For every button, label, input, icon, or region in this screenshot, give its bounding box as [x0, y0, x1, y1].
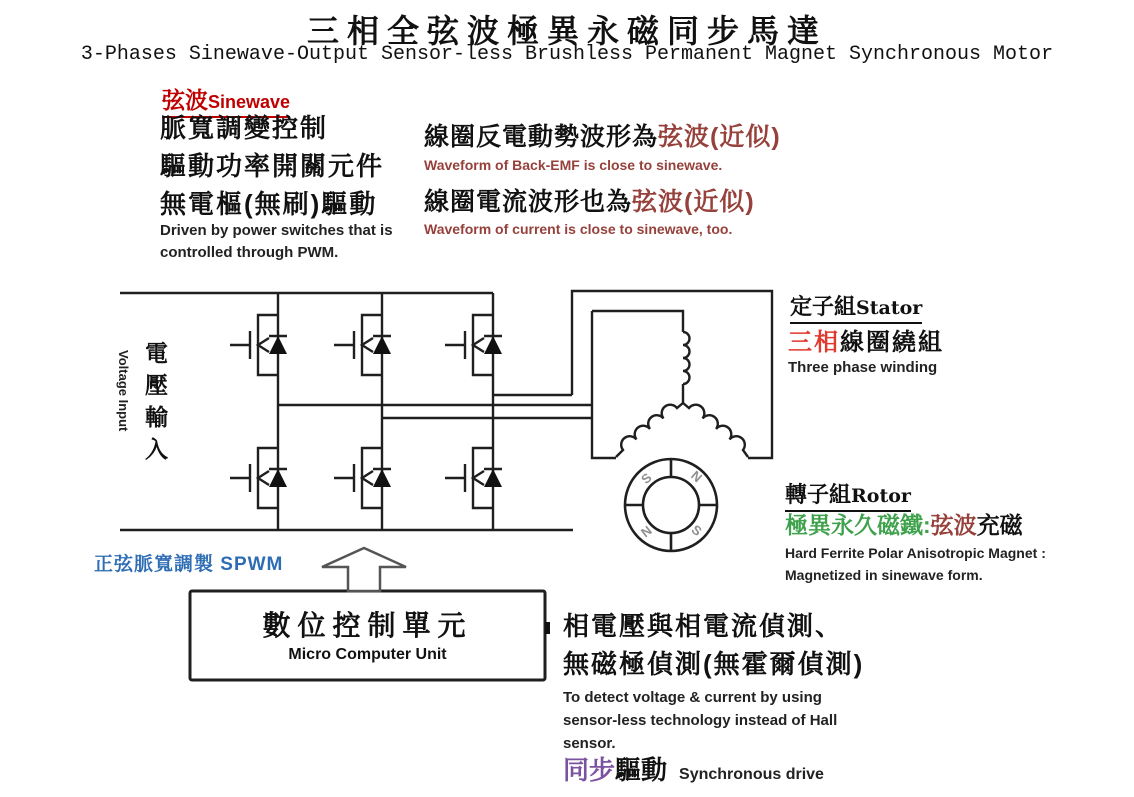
- pwm-description: [160, 109, 384, 223]
- mosfet-top-3: [445, 305, 502, 385]
- rotor-magnet-green: 極異永久磁鐵:: [785, 512, 931, 538]
- rotor-title-cjk: 轉子組: [785, 482, 852, 507]
- backemf-line1: [424, 117, 781, 153]
- mcu-label-en: Micro Computer Unit: [288, 646, 447, 663]
- stator-windings: [616, 332, 748, 457]
- backemf-line2-red: 弦波(近似): [632, 188, 755, 216]
- stator-winding-black: 線圈繞組: [840, 329, 944, 356]
- rotor-en-line2: Magnetized in sinewave form.: [785, 567, 983, 583]
- coil-left: [616, 403, 683, 457]
- backemf-line2-black: 線圈電流波形也為: [424, 188, 633, 216]
- sinewave-heading-cjk: 弦波: [162, 87, 208, 113]
- rotor-pole-labels: [638, 468, 705, 541]
- coil-top: [683, 332, 690, 403]
- sync-drive-purple: 同步: [563, 755, 616, 785]
- voltage-input-label-cjk: 電壓輸入: [142, 341, 168, 469]
- mcu-label: [190, 604, 545, 664]
- voltage-input-label-en: Voltage Input: [116, 350, 131, 432]
- stator-title-en: Stator: [856, 297, 923, 319]
- detection-en-line: sensor-less technology instead of Hall: [563, 712, 838, 729]
- detection-en-line: To detect voltage & current by using: [563, 689, 822, 706]
- inner-frame-wire-top: [592, 311, 683, 332]
- page-subtitle: 3-Phases Sinewave-Output Sensor-less Brushless Permanent Magnet Synchronous Motor: [80, 43, 1054, 66]
- rotor-magnet-black: 充磁: [976, 512, 1023, 538]
- backemf-line1-red: 弦波(近似): [658, 123, 781, 151]
- stator-title-cjk: 定子組: [790, 294, 857, 319]
- stator-winding-red: 三相: [788, 329, 840, 356]
- backemf-line1-en: Waveform of Back-EMF is close to sinewave.: [424, 157, 723, 173]
- rotor-en-line1: Hard Ferrite Polar Anisotropic Magnet :: [785, 545, 1046, 561]
- pole-label: S: [638, 469, 655, 487]
- pwm-line: 驅動功率開關元件: [160, 151, 385, 181]
- mosfet-bottom-3: [445, 438, 502, 518]
- coil-right: [683, 403, 748, 457]
- stator-title: [790, 290, 922, 324]
- pwm-en-line: Driven by power switches that is: [160, 222, 393, 239]
- outer-frame-wire: [572, 291, 772, 458]
- detection-line2: 無磁極偵測(無霍爾偵測): [563, 649, 865, 679]
- mcu-label-cjk: 數位控制單元: [262, 610, 473, 641]
- stator-winding-label: [788, 322, 944, 357]
- sync-drive-en: Synchronous drive: [679, 766, 824, 783]
- pwm-line: 脈寬調變控制: [160, 113, 329, 143]
- sync-drive-label: [563, 750, 824, 787]
- mosfet-top-1: [230, 305, 287, 385]
- mosfet-top-2: [334, 305, 391, 385]
- stator-en: Three phase winding: [788, 359, 938, 376]
- stray-mark: [545, 622, 550, 634]
- rotor-magnet-label: [785, 507, 1023, 540]
- detection-en: [563, 686, 837, 755]
- pole-label: N: [688, 467, 706, 486]
- backemf-line1-black: 線圈反電動勢波形為: [424, 123, 659, 151]
- sync-drive-black: 驅動: [615, 755, 668, 785]
- spwm-up-arrow: [322, 548, 406, 591]
- detection-en-line: sensor.: [563, 735, 616, 752]
- spwm-label: 正弦脈寬調製 SPWM: [94, 554, 284, 575]
- mosfet-bottom-1: [230, 438, 287, 518]
- detection-line1: 相電壓與相電流偵測、: [563, 611, 844, 641]
- rotor-magnet-red: 弦波: [930, 512, 977, 538]
- inner-frame-wire-left: [592, 311, 616, 458]
- page-title: 三相全弦波極異永磁同步馬達: [306, 12, 827, 50]
- pwm-line: 無電樞(無刷)驅動: [160, 189, 378, 219]
- backemf-line2-en: Waveform of current is close to sinewave, too.: [424, 221, 733, 237]
- pole-label: S: [688, 521, 705, 539]
- rotor-title-en: Rotor: [851, 485, 911, 507]
- sinewave-heading-en: Sinewave: [208, 92, 291, 112]
- pwm-en-line: controlled through PWM.: [160, 244, 339, 261]
- backemf-line2: [424, 182, 755, 218]
- mosfet-bottom-2: [334, 438, 391, 518]
- inverter-wires: [120, 291, 772, 530]
- pole-label: N: [637, 522, 655, 541]
- pwm-description-en: [160, 220, 393, 264]
